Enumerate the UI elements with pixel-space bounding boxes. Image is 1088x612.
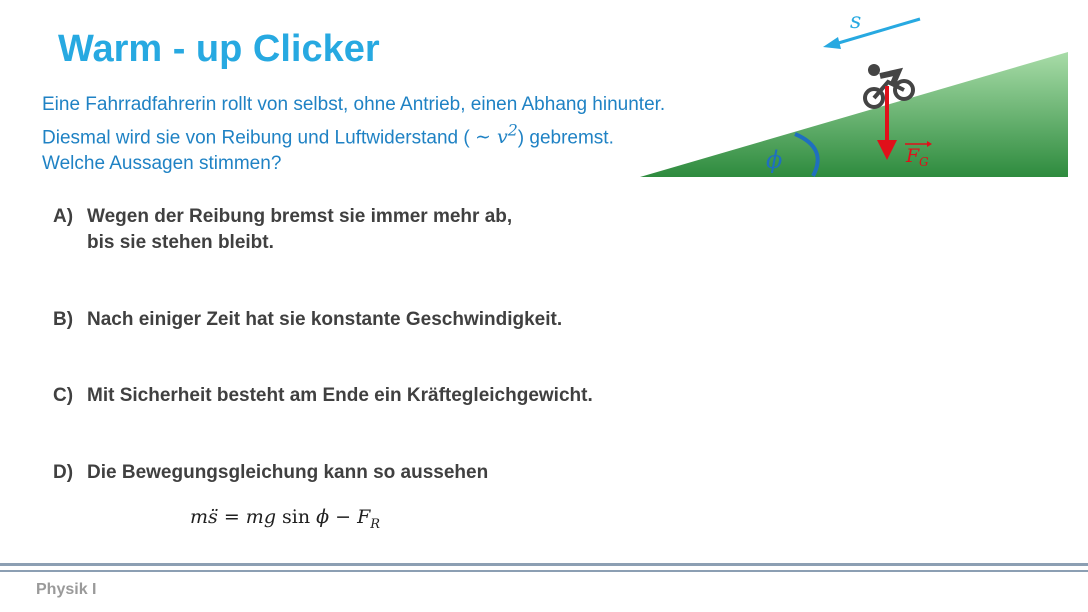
eq-equals: = xyxy=(217,506,246,528)
incline-slope xyxy=(640,52,1068,177)
footer-divider-bottom xyxy=(0,570,1088,572)
s-label: s xyxy=(850,9,862,34)
intro-line-2-after: ) gebremst. xyxy=(517,127,614,149)
intro-line-2-before: Diesmal wird sie von Reibung und Luftwiderstand ( xyxy=(42,127,470,149)
answer-option-b[interactable] xyxy=(53,307,562,333)
math-v: ∼ v xyxy=(475,126,508,149)
eq-phi: ϕ xyxy=(316,506,330,528)
intro-text xyxy=(42,92,665,177)
intro-line-3: Welche Aussagen stimmen? xyxy=(42,153,282,175)
force-label: F xyxy=(906,145,920,167)
math-exponent: 2 xyxy=(507,121,518,140)
slide-title: Warm - up Clicker xyxy=(58,28,380,70)
answer-option-c[interactable] xyxy=(53,383,593,409)
intro-line-2 xyxy=(42,118,665,151)
footer-course-label: Physik I xyxy=(36,581,97,598)
eq-sub-R: R xyxy=(370,516,381,532)
option-letter: B) xyxy=(53,309,74,330)
option-letter: C) xyxy=(53,385,74,406)
force-subscript: G xyxy=(919,155,929,169)
equation-of-motion xyxy=(190,506,380,532)
eq-minus: − xyxy=(329,506,358,528)
eq-mg: mg xyxy=(245,506,276,528)
eq-m: m xyxy=(190,506,209,528)
phi-label: ϕ xyxy=(766,146,783,174)
s-arrow xyxy=(835,19,920,44)
option-text: Die Bewegungsgleichung kann so aussehen xyxy=(87,462,489,483)
eq-sdd: s̈ xyxy=(208,506,218,528)
option-text: Mit Sicherheit besteht am Ende ein Kräftegleichgewicht. xyxy=(87,385,593,406)
intro-line-1: Eine Fahrradfahrerin rollt von selbst, ohne Antrieb, einen Abhang hinunter. xyxy=(42,94,666,115)
option-letter: D) xyxy=(53,462,74,483)
s-arrow-head xyxy=(823,37,841,49)
option-text: Wegen der Reibung bremst sie immer mehr ab, xyxy=(87,206,513,227)
answer-option-d[interactable] xyxy=(53,460,488,486)
proportional-v-math xyxy=(475,121,518,149)
eq-F: F xyxy=(357,506,371,528)
option-text: Nach einiger Zeit hat sie konstante Geschwindigkeit. xyxy=(87,309,563,330)
option-text-continuation: bis sie stehen bleibt. xyxy=(87,232,274,253)
option-letter: A) xyxy=(53,206,74,227)
answer-option-a[interactable] xyxy=(53,204,512,256)
footer-divider-top xyxy=(0,563,1088,566)
eq-sin: sin xyxy=(275,506,317,528)
incline-diagram xyxy=(630,0,1080,190)
